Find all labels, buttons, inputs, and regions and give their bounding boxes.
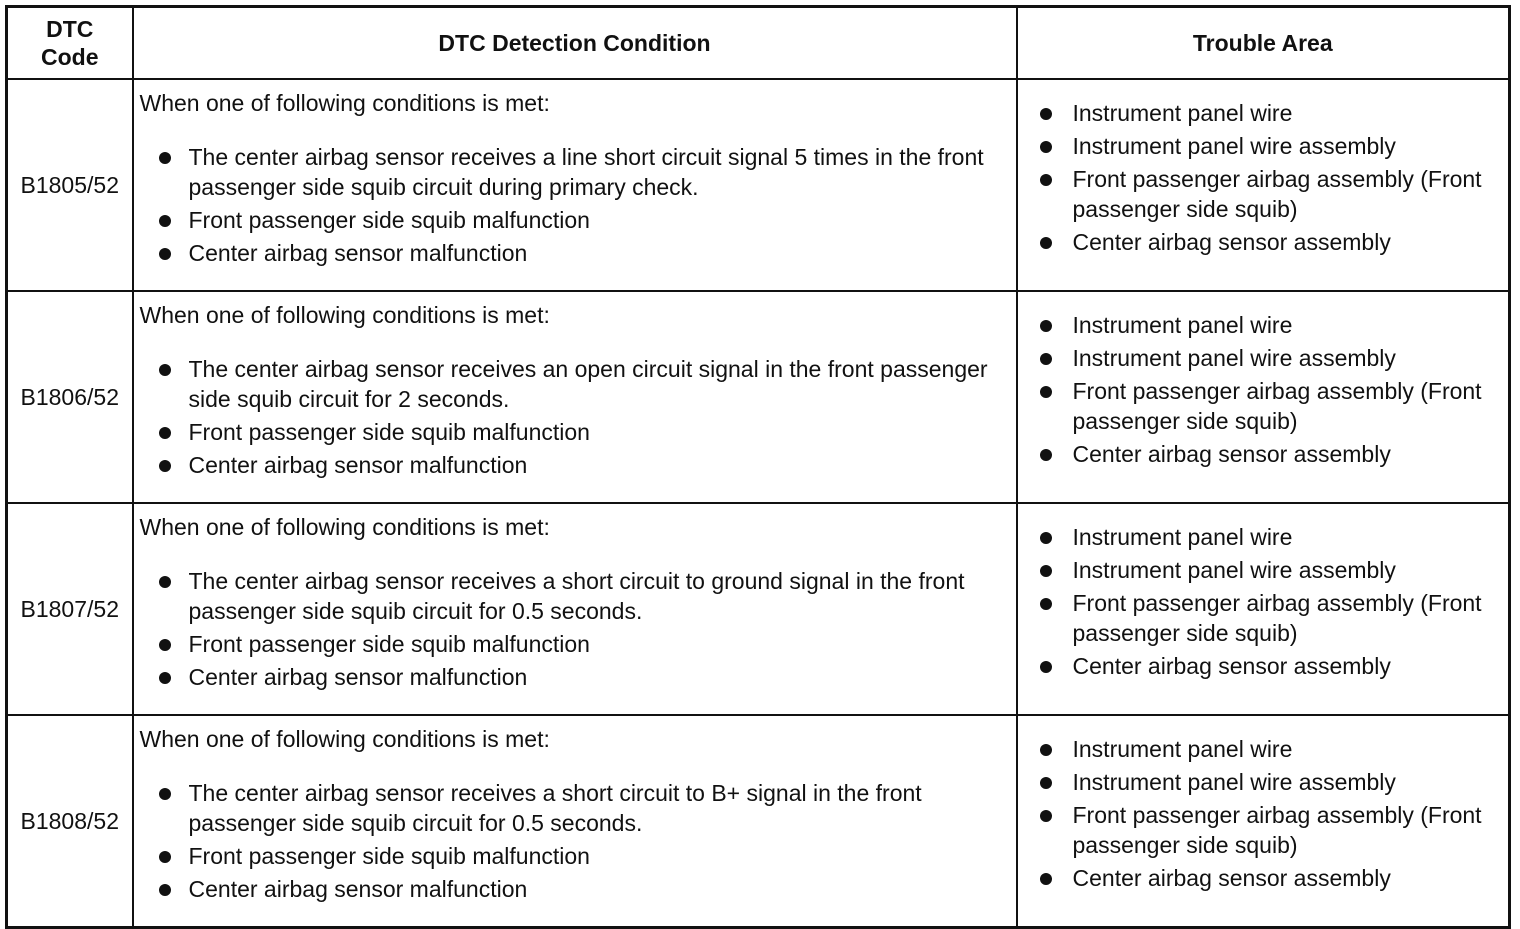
dtc-code-cell: B1806/52: [7, 291, 133, 503]
condition-text: Center airbag sensor malfunction: [188, 452, 528, 478]
trouble-area-cell: [1017, 79, 1510, 291]
trouble-area-text: Instrument panel wire assembly: [1072, 133, 1396, 159]
detection-condition-cell: [133, 715, 1017, 928]
bullet-icon: [159, 215, 171, 227]
bullet-icon: [1040, 237, 1052, 249]
trouble-area-item: [1038, 800, 1503, 860]
condition-list: [140, 354, 1010, 480]
condition-list: [140, 778, 1010, 904]
trouble-area-cell: [1017, 291, 1510, 503]
detection-condition-cell: [133, 503, 1017, 715]
trouble-area-item: [1038, 767, 1503, 797]
trouble-area-item: [1038, 555, 1503, 585]
condition-text: The center airbag sensor receives a short circuit to B+ signal in the front passenger side squib circuit for 0.5 seconds.: [188, 780, 922, 836]
condition-text: The center airbag sensor receives a short circuit to ground signal in the front passenger side squib circuit for 0.5 seconds.: [188, 568, 965, 624]
bullet-icon: [159, 427, 171, 439]
bullet-icon: [159, 364, 171, 376]
bullet-icon: [1040, 449, 1052, 461]
condition-item: [140, 874, 1010, 904]
bullet-icon: [1040, 777, 1052, 789]
trouble-area-text: Center airbag sensor assembly: [1072, 441, 1391, 467]
trouble-area-item: [1038, 131, 1503, 161]
condition-text: Front passenger side squib malfunction: [188, 843, 590, 869]
trouble-area-item: [1038, 588, 1503, 648]
table-row: [7, 715, 1510, 928]
trouble-area-text: Instrument panel wire assembly: [1072, 769, 1396, 795]
condition-lead: When one of following conditions is met:: [139, 726, 550, 752]
condition-text: The center airbag sensor receives a line short circuit signal 5 times in the front passenger side squib circuit during primary check.: [188, 144, 984, 200]
trouble-area-text: Front passenger airbag assembly (Front passenger side squib): [1072, 166, 1482, 222]
trouble-area-text: Center airbag sensor assembly: [1072, 653, 1391, 679]
condition-item: [140, 450, 1010, 480]
bullet-icon: [159, 460, 171, 472]
trouble-area-item: [1038, 227, 1503, 257]
bullet-icon: [1040, 320, 1052, 332]
dtc-code-cell: B1805/52: [7, 79, 133, 291]
condition-item: [140, 142, 1010, 202]
header-detection-condition: [133, 7, 1017, 80]
dtc-code-cell: B1808/52: [7, 715, 133, 928]
trouble-area-item: [1038, 439, 1503, 469]
trouble-area-item: [1038, 863, 1503, 893]
trouble-area-list: [1038, 310, 1503, 469]
dtc-table: [5, 5, 1511, 929]
header-detection-condition-label: DTC Detection Condition: [438, 30, 711, 56]
condition-lead: When one of following conditions is met:: [139, 90, 550, 116]
bullet-icon: [1040, 174, 1052, 186]
trouble-area-text: Instrument panel wire assembly: [1072, 557, 1396, 583]
condition-item: [140, 354, 1010, 414]
bullet-icon: [1040, 141, 1052, 153]
condition-text: Center airbag sensor malfunction: [188, 876, 528, 902]
bullet-icon: [1040, 810, 1052, 822]
bullet-icon: [1040, 661, 1052, 673]
bullet-icon: [159, 851, 171, 863]
condition-text: The center airbag sensor receives an open circuit signal in the front passenger side squib circuit for 2 seconds.: [188, 356, 988, 412]
condition-lead: When one of following conditions is met:: [139, 302, 550, 328]
condition-text: Front passenger side squib malfunction: [188, 207, 590, 233]
bullet-icon: [1040, 353, 1052, 365]
trouble-area-text: Front passenger airbag assembly (Front passenger side squib): [1072, 590, 1482, 646]
bullet-icon: [1040, 598, 1052, 610]
condition-item: [140, 662, 1010, 692]
condition-lead: When one of following conditions is met:: [139, 514, 550, 540]
condition-item: [140, 238, 1010, 268]
bullet-icon: [159, 788, 171, 800]
trouble-area-item: [1038, 164, 1503, 224]
bullet-icon: [159, 152, 171, 164]
trouble-area-item: [1038, 310, 1503, 340]
table-row: [7, 291, 1510, 503]
trouble-area-cell: [1017, 715, 1510, 928]
bullet-icon: [1040, 565, 1052, 577]
trouble-area-text: Instrument panel wire: [1072, 312, 1293, 338]
trouble-area-list: [1038, 98, 1503, 257]
trouble-area-item: [1038, 651, 1503, 681]
condition-text: Center airbag sensor malfunction: [188, 240, 528, 266]
condition-text: Center airbag sensor malfunction: [188, 664, 528, 690]
trouble-area-item: [1038, 734, 1503, 764]
header-trouble-area-label: Trouble Area: [1192, 30, 1333, 56]
trouble-area-text: Instrument panel wire assembly: [1072, 345, 1396, 371]
table-row: [7, 503, 1510, 715]
condition-item: [140, 841, 1010, 871]
header-row: [7, 7, 1510, 80]
bullet-icon: [1040, 873, 1052, 885]
trouble-area-cell: [1017, 503, 1510, 715]
condition-text: Front passenger side squib malfunction: [188, 419, 590, 445]
trouble-area-item: [1038, 376, 1503, 436]
bullet-icon: [159, 248, 171, 260]
dtc-code-cell: B1807/52: [7, 503, 133, 715]
trouble-area-text: Center airbag sensor assembly: [1072, 865, 1391, 891]
trouble-area-item: [1038, 522, 1503, 552]
bullet-icon: [1040, 108, 1052, 120]
header-dtc-code-label: DTC Code: [41, 16, 99, 70]
condition-item: [140, 417, 1010, 447]
table-row: [7, 79, 1510, 291]
trouble-area-list: [1038, 734, 1503, 893]
bullet-icon: [159, 884, 171, 896]
trouble-area-text: Front passenger airbag assembly (Front passenger side squib): [1072, 802, 1482, 858]
trouble-area-text: Instrument panel wire: [1072, 736, 1293, 762]
bullet-icon: [1040, 532, 1052, 544]
bullet-icon: [159, 672, 171, 684]
bullet-icon: [159, 639, 171, 651]
condition-item: [140, 629, 1010, 659]
detection-condition-cell: [133, 79, 1017, 291]
header-trouble-area: [1017, 7, 1510, 80]
bullet-icon: [1040, 386, 1052, 398]
condition-item: [140, 566, 1010, 626]
trouble-area-text: Front passenger airbag assembly (Front passenger side squib): [1072, 378, 1482, 434]
bullet-icon: [1040, 744, 1052, 756]
trouble-area-item: [1038, 98, 1503, 128]
trouble-area-text: Center airbag sensor assembly: [1072, 229, 1391, 255]
trouble-area-text: Instrument panel wire: [1072, 524, 1293, 550]
condition-list: [140, 142, 1010, 268]
header-dtc-code: [7, 7, 133, 80]
condition-item: [140, 205, 1010, 235]
trouble-area-item: [1038, 343, 1503, 373]
bullet-icon: [159, 576, 171, 588]
trouble-area-text: Instrument panel wire: [1072, 100, 1293, 126]
detection-condition-cell: [133, 291, 1017, 503]
condition-item: [140, 778, 1010, 838]
condition-list: [140, 566, 1010, 692]
trouble-area-list: [1038, 522, 1503, 681]
condition-text: Front passenger side squib malfunction: [188, 631, 590, 657]
